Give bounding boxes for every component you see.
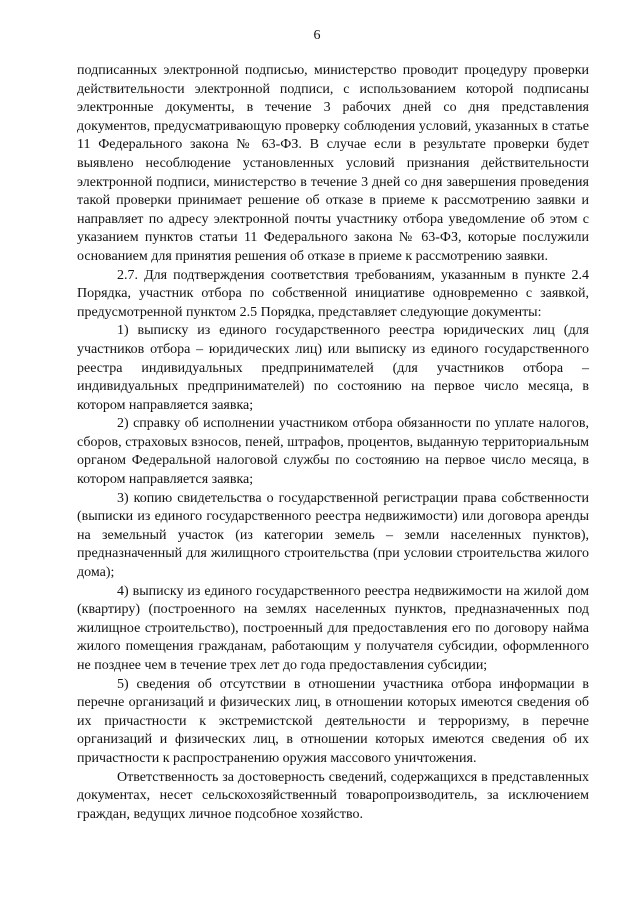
paragraph-2-7: 2.7. Для подтверждения соответствия требованиям, указанным в пункте 2.4 Порядка, участник отбора по собственной инициативе одновременно с заявкой, предусмотренной пунктом 2.5 Порядка, представляет следующие документы: <box>77 267 589 320</box>
page-number: 6 <box>313 28 321 43</box>
paragraph-continuation: подписанных электронной подписью, министерство проводит процедуру проверки действительности электронной подписи, с использованием которой подписаны электронные документы, в течение 3 рабочих дней со дня представления документов, предусматривающую проверку соблюдения условий, указанных в статье 11 Федерального закона № 63-ФЗ. В случае если в результате проверки будет выявлено несоблюдение установленных условий признания действительности электронной подписи, министерство в течение 3 дней со дня завершения проведения такой проверки принимает решение об отказе в приеме к рассмотрению заявки и направляет по адресу электронной почты участнику отбора уведомление об этом с указанием пунктов статьи 11 Федерального закона № 63-ФЗ, которые послужили основанием для принятия решения об отказе в приеме к рассмотрению заявки. <box>77 63 589 264</box>
list-item-5: 5) сведения об отсутствии в отношении участника отбора информации в перечне организаций и физических лиц, в отношении которых имеются сведения об их причастности к экстремистской деятельности и терроризму, в перечне организаций и физических лиц, в отношении которых имеются сведения об их причастности к распространению оружия массового уничтожения. <box>77 676 589 766</box>
document-body <box>77 62 589 824</box>
list-item-1: 1) выписку из единого государственного реестра юридических лиц (для участников отбора – юридических лиц) или выписку из единого государственного реестра индивидуальных предпринимателей (для участников отбора – индивидуальных предпринимателей) по состоянию на первое число месяца, в котором направляется заявка; <box>77 323 589 413</box>
list-item-2: 2) справку об исполнении участником отбора обязанности по уплате налогов, сборов, страховых взносов, пеней, штрафов, процентов, выданную территориальным органом Федеральной налоговой службы по состоянию на первое число месяца, в котором направляется заявка; <box>77 416 589 488</box>
list-item-4: 4) выписку из единого государственного реестра недвижимости на жилой дом (квартиру) (построенного на землях населенных пунктов, предназначенных под жилищное строительство), построенный для предоставления его по договору найма жилого помещения гражданам, работающим у получателя субсидии, оформленного не позднее чем в течение трех лет до года предоставления субсидии; <box>77 583 589 673</box>
list-item-3: 3) копию свидетельства о государственной регистрации права собственности (выписки из единого государственного реестра недвижимости) или договора аренды на земельный участок (из категории земель – земли населенных пунктов), предназначенный для жилищного строительства (при условии строительства жилого дома); <box>77 490 589 581</box>
paragraph-responsibility: Ответственность за достоверность сведений, содержащихся в представленных документах, несет сельскохозяйственный товаропроизводитель, за исключением граждан, ведущих личное подсобное хозяйство. <box>77 769 589 822</box>
